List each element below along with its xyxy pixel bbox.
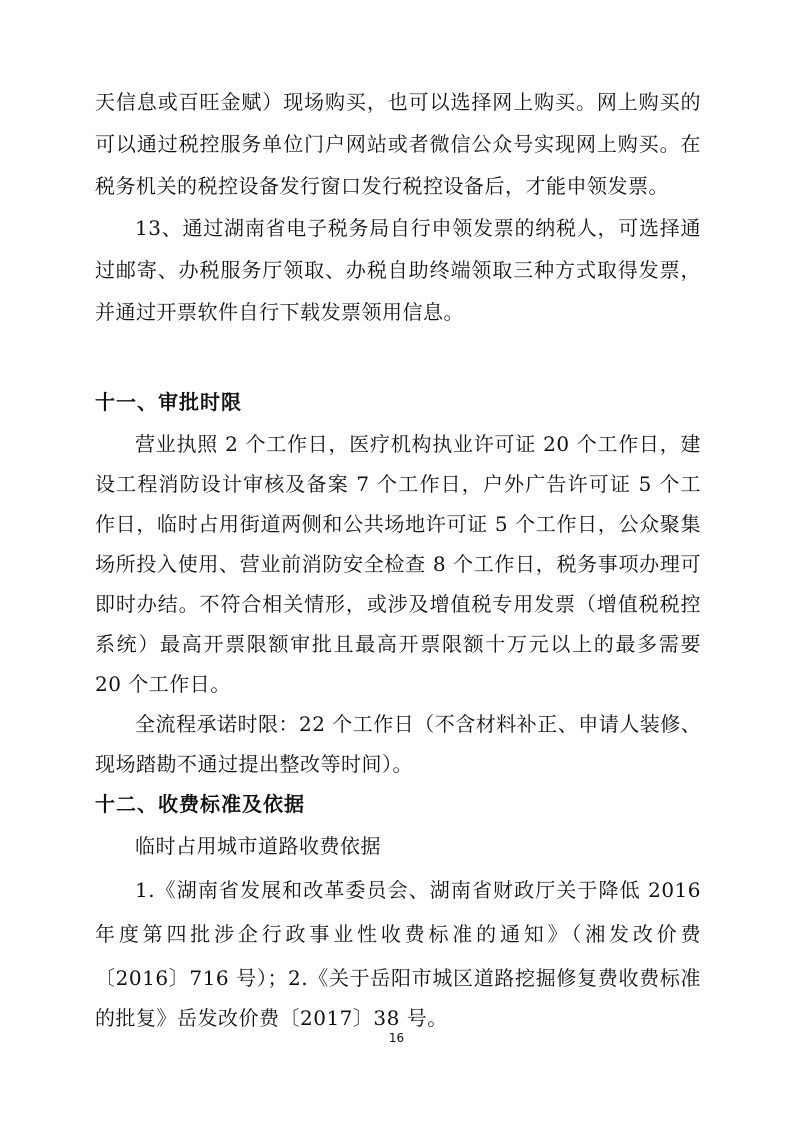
p3-line-4: 场所投入使用、营业前消防安全检查 8 个工作日，税务事项办理可 xyxy=(95,552,701,576)
p3-line-6: 系统）最高开票限额审批且最高开票限额十万元以上的最多需要 xyxy=(95,632,701,656)
p6-line-3: 〔2016〕716 号）；2.《关于岳阳市城区道路挖掘修复费收费标准 xyxy=(95,966,701,990)
p3-line-5: 即时办结。不符合相关情形，或涉及增值税专用发票（增值税税控 xyxy=(95,592,701,616)
p4-line-1: 全流程承诺时限：22 个工作日（不含材料补正、申请人装修、 xyxy=(135,712,702,736)
p3-line-3: 作日，临时占用街道两侧和公共场地许可证 5 个工作日，公众聚集 xyxy=(95,512,701,536)
p6-line-4: 的批复》岳发改价费〔2017〕38 号。 xyxy=(95,1006,448,1030)
p4-line-2: 现场踏勘不通过提出整改等时间）。 xyxy=(95,752,413,776)
p3-line-1: 营业执照 2 个工作日，医疗机构执业许可证 20 个工作日，建 xyxy=(135,432,701,456)
page-number: 16 xyxy=(388,1031,405,1045)
p3-line-2: 设工程消防设计审核及备案 7 个工作日，户外广告许可证 5 个工 xyxy=(95,472,701,496)
heading-approval-time-limit: 十一、审批时限 xyxy=(95,390,242,414)
p3-line-7: 20 个工作日。 xyxy=(95,672,231,696)
p1-line-2: 可以通过税控服务单位门户网站或者微信公众号实现网上购买。在 xyxy=(95,132,701,156)
p6-line-2: 年度第四批涉企行政事业性收费标准的通知》（湘发改价费 xyxy=(95,922,701,946)
p2-line-3: 并通过开票软件自行下载发票领用信息。 xyxy=(95,300,464,324)
p5-line-1: 临时占用城市道路收费依据 xyxy=(135,834,381,858)
p2-line-2: 过邮寄、办税服务厅领取、办税自助终端领取三种方式取得发票， xyxy=(95,258,701,282)
p6-line-1: 1.《湖南省发展和改革委员会、湖南省财政厅关于降低 2016 xyxy=(135,878,701,902)
p2-line-1: 13、通过湖南省电子税务局自行申领发票的纳税人，可选择通 xyxy=(135,216,701,240)
p1-line-3: 税务机关的税控设备发行窗口发行税控设备后，才能申领发票。 xyxy=(95,174,669,198)
heading-fee-standards: 十二、收费标准及依据 xyxy=(95,792,305,816)
p1-line-1: 天信息或百旺金赋）现场购买，也可以选择网上购买。网上购买的 xyxy=(95,90,701,114)
